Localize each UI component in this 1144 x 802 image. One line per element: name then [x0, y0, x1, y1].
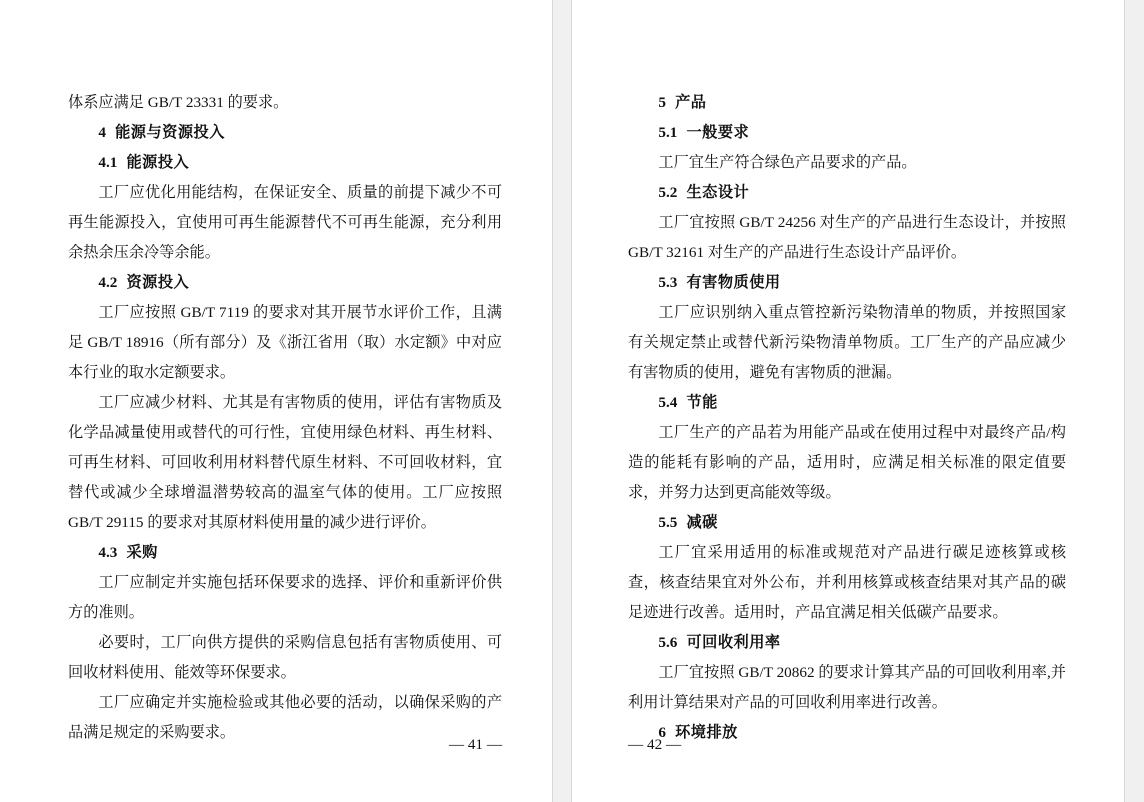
heading-number: 5.5: [658, 514, 678, 531]
paragraph: 工厂宜按照 GB/T 24256 对生产的产品进行生态设计，并按照 GB/T 32161 对生产的产品进行生态设计产品评价。: [628, 214, 1066, 261]
heading-5: [628, 88, 1066, 118]
page-left: [0, 0, 552, 802]
heading-4-1: [68, 148, 502, 178]
heading-number: 5.1: [658, 124, 678, 141]
heading-title: 一般要求: [686, 124, 750, 141]
paragraph: 工厂宜采用适用的标准或规范对产品进行碳足迹核算或核查，核查结果宜对外公布，并利用核算或核查结果对其产品的碳足迹进行改善。适用时，产品宜满足相关低碳产品要求。: [628, 544, 1066, 621]
heading-number: 5.3: [658, 274, 678, 291]
paragraph: 工厂应识别纳入重点管控新污染物清单的物质，并按照国家有关规定禁止或替代新污染物清单物质。工厂生产的产品应减少有害物质的使用，避免有害物质的泄漏。: [628, 304, 1066, 381]
paragraph: 工厂应按照 GB/T 7119 的要求对其开展节水评价工作，且满足 GB/T 18916（所有部分）及《浙江省用（取）水定额》中对应本行业的取水定额要求。: [68, 304, 502, 381]
heading-title: 减碳: [686, 514, 718, 531]
heading-4: [68, 118, 502, 148]
heading-title: 资源投入: [126, 274, 190, 291]
heading-5-5: [628, 508, 1066, 538]
heading-title: 能源与资源投入: [115, 124, 225, 141]
heading-5-4: [628, 388, 1066, 418]
heading-5-1: [628, 118, 1066, 148]
heading-number: 5.6: [658, 634, 678, 651]
heading-title: 生态设计: [686, 184, 750, 201]
heading-number: 4.3: [98, 544, 118, 561]
heading-number: 4.2: [98, 274, 118, 291]
page-number-left: — 41 —: [448, 736, 502, 753]
paragraph: 工厂宜按照 GB/T 20862 的要求计算其产品的可回收利用率,并利用计算结果对产品的可回收利用率进行改善。: [628, 664, 1066, 711]
paragraph: 工厂应减少材料、尤其是有害物质的使用，评估有害物质及化学品减量使用或替代的可行性，宜使用绿色材料、再生材料、可再生材料、可回收利用材料替代原生材料、不可回收材料，宜替代或减少全球增温潜势较高的温室气体的使用。工厂应按照 GB/T 29115 的要求对其原材料使用量的减少进行评价。: [68, 394, 502, 531]
heading-number: 5.2: [658, 184, 678, 201]
paragraph: 工厂生产的产品若为用能产品或在使用过程中对最终产品/构造的能耗有影响的产品，适用时，应满足相关标准的限定值要求，并努力达到更高能效等级。: [628, 424, 1066, 501]
page-number-right: — 42 —: [628, 736, 682, 753]
heading-number: 5: [658, 94, 666, 111]
page-right-body: [628, 88, 1066, 748]
paragraph: 工厂应制定并实施包括环保要求的选择、评价和重新评价供方的准则。: [68, 574, 502, 621]
heading-title: 产品: [675, 94, 707, 111]
page-right: [572, 0, 1124, 802]
heading-5-2: [628, 178, 1066, 208]
heading-5-6: [628, 628, 1066, 658]
heading-title: 节能: [686, 394, 718, 411]
paragraph: 工厂应优化用能结构，在保证安全、质量的前提下减少不可再生能源投入，宜使用可再生能源替代不可再生能源，充分利用余热余压余冷等余能。: [68, 184, 502, 261]
heading-number: 4: [98, 124, 106, 141]
paragraph: 工厂宜生产符合绿色产品要求的产品。: [658, 154, 917, 171]
heading-number: 5.4: [658, 394, 678, 411]
paragraph: 工厂应确定并实施检验或其他必要的活动，以确保采购的产品满足规定的采购要求。: [68, 694, 502, 741]
heading-number: 6: [658, 724, 666, 741]
heading-title: 可回收利用率: [686, 634, 781, 651]
heading-number: 4.1: [98, 154, 118, 171]
heading-4-2: [68, 268, 502, 298]
paragraph-continuation: 体系应满足 GB/T 23331 的要求。: [68, 94, 289, 111]
heading-4-3: [68, 538, 502, 568]
heading-title: 有害物质使用: [686, 274, 781, 291]
heading-title: 能源投入: [126, 154, 190, 171]
heading-title: 环境排放: [675, 724, 738, 741]
heading-5-3: [628, 268, 1066, 298]
paragraph: 必要时，工厂向供方提供的采购信息包括有害物质使用、可回收材料使用、能效等环保要求。: [68, 634, 502, 681]
heading-title: 采购: [126, 544, 158, 561]
heading-6: [628, 718, 1066, 748]
page-left-body: [68, 88, 502, 748]
